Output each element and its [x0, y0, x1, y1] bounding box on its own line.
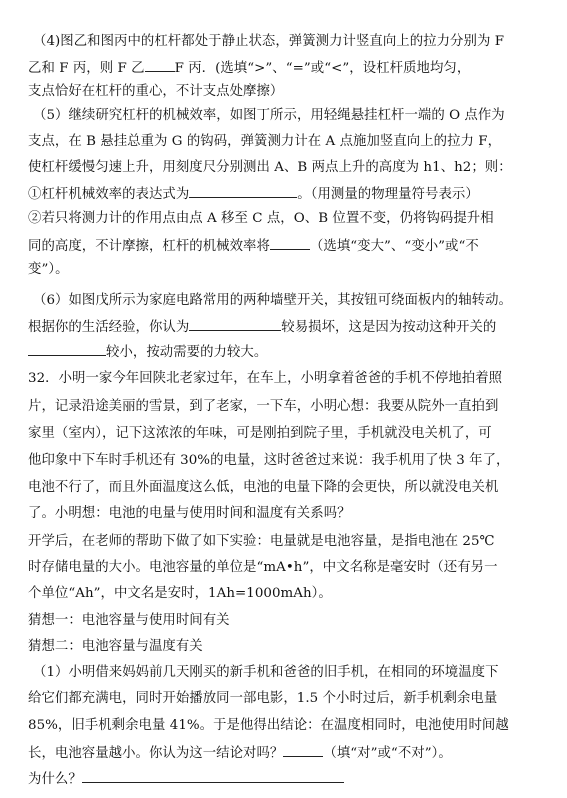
text-line: 较小，按动需要的力较大。: [28, 342, 543, 362]
fill-blank[interactable]: [270, 236, 310, 250]
text-line: 电池不行了，而且外面温度这么低，电池的电量下降的会更快，所以就没电关机: [28, 480, 499, 495]
text-line: 为什么？: [28, 769, 543, 789]
text-line: 开学后，在老师的帮助下做了如下实验：电量就是电池容量，是指电池在 25℃: [28, 534, 495, 549]
fill-blank[interactable]: [28, 342, 106, 356]
text-line: 乙和 F 丙，则 F 乙 F 丙．(选填“>”、“=”或“<”，设杠杆质地均匀，: [28, 58, 543, 78]
text-line: 个单位“Ah”，中文名是安时，1Ah=1000mAh）。: [28, 586, 332, 601]
fill-blank[interactable]: [189, 317, 281, 331]
text-line: 变”）。: [28, 262, 69, 277]
text-line: ①杠杆机械效率的表达式为 。（用测量的物理量符号表示）: [28, 184, 543, 204]
text-line: 根据你的生活经验，你认为 较易损坏，这是因为按动这种开关的: [28, 317, 543, 337]
text-line: ②若只将测力计的作用点由点 A 移至 C 点，O、B 位置不变，仍将钩码提升相: [28, 211, 494, 226]
text-line: 支点，在 B 悬挂总重为 G 的钩码，弹簧测力计在 A 点施加竖直向上的拉力 F，: [28, 134, 502, 149]
text-line: 85%，旧手机剩余电量 41%。于是他得出结论：在温度相同时，电池使用时间越: [28, 718, 509, 733]
text-line: 给它们都充满电，同时开始播放同一部电影，1.5 个小时过后，新手机剩余电量: [28, 691, 498, 706]
text-line: 他印象中下车时手机还有 30%的电量，这时爸爸过来说：我手机用了快 3 年了，: [28, 453, 510, 468]
fill-blank[interactable]: [283, 743, 323, 757]
text-line: 片，记录沿途美丽的雪景，到了老家，一下车，小明心想：我要从院外一直拍到: [28, 399, 499, 414]
text-line: （5）继续研究杠杆的机械效率，如图丁所示，用轻绳悬挂杠杆一端的 O 点作为: [33, 108, 505, 123]
hypothesis-1: 猜想一：电池容量与使用时间有关: [28, 613, 230, 628]
text-line: 了。小明想：电池的电量与使用时间和温度有关系吗？: [28, 506, 351, 521]
text-line: 时存储电量的大小。电池容量的单位是“mA•h”，中文名称是毫安时（还有另一: [28, 560, 498, 575]
hypothesis-2: 猜想二：电池容量与温度有关: [28, 639, 203, 654]
fill-blank[interactable]: [82, 769, 344, 783]
text-line: 使杠杆缓慢匀速上升，用刻度尺分别测出 A、B 两点上升的高度为 h1、h2；则：: [28, 160, 512, 175]
text-line: 同的高度，不计摩擦，杠杆的机械效率将 （选填“变大”、“变小”或“不: [28, 236, 543, 256]
text-line: 长，电池容量越小。你认为这一结论对吗？ （填“对”或“不对”）。: [28, 743, 543, 763]
fill-blank[interactable]: [189, 184, 297, 198]
text-line: （4)图乙和图丙中的杠杆都处于静止状态，弹簧测力计竖直向上的拉力分别为 F: [33, 34, 505, 49]
text-line: 家里（室内），记下这浓浓的年味，可是刚拍到院子里，手机就没电关机了，可: [28, 426, 492, 441]
fill-blank[interactable]: [145, 58, 175, 72]
text-line: （1）小明借来妈妈前几天刚买的新手机和爸爸的旧手机，在相同的环境温度下: [33, 665, 499, 680]
text-line: （6）如图戊所示为家庭电路常用的两种墙壁开关，其按钮可绕面板内的轴转动。: [33, 293, 512, 308]
question-heading: 32．小明一家今年回陕北老家过年，在车上，小明拿着爸爸的手机不停地拍着照: [28, 371, 503, 386]
text-line: 支点恰好在杠杆的重心，不计支点处摩擦）: [28, 84, 284, 99]
